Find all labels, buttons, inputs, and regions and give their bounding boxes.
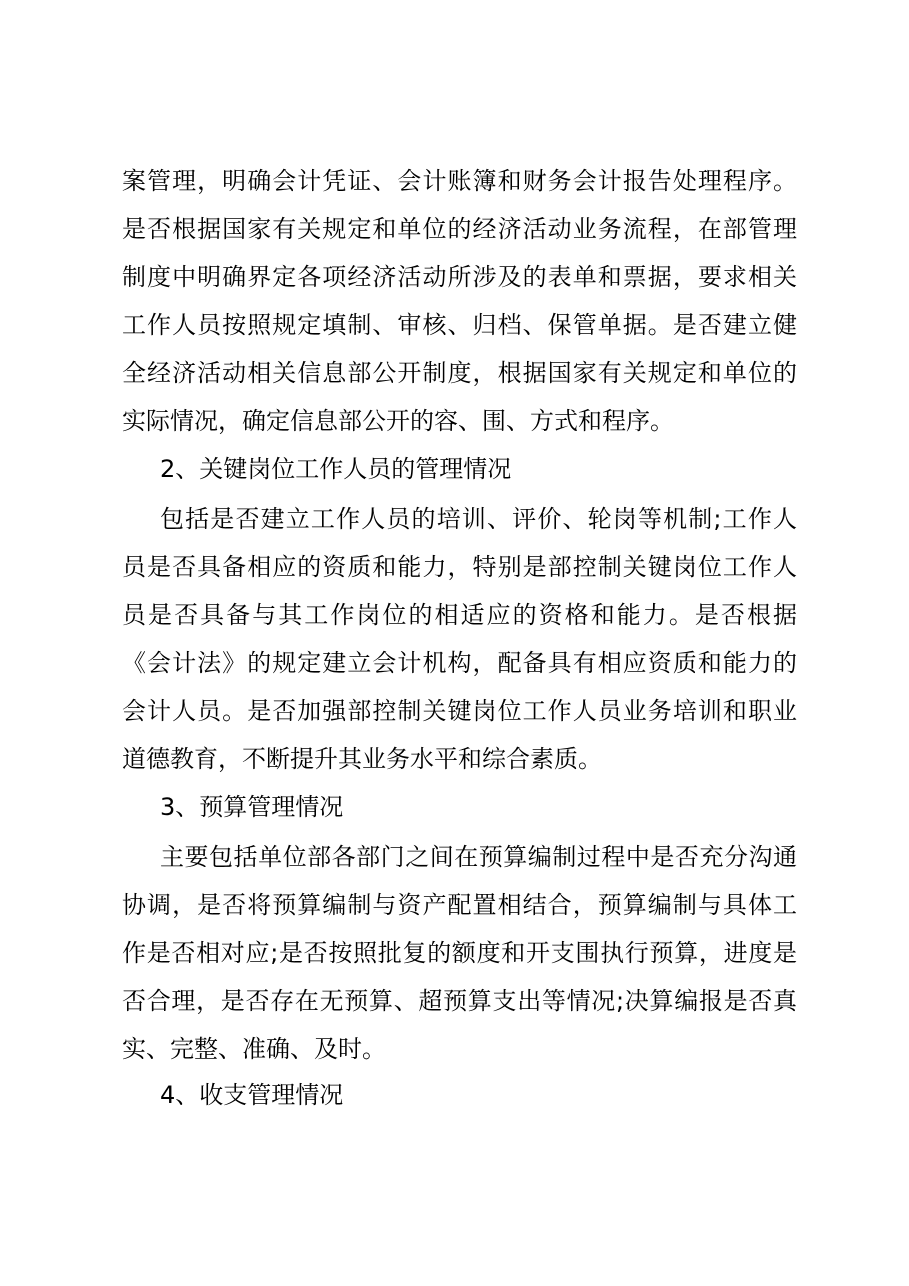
paragraph-line: 员是否具备相应的资质和能力，特别是部控制关键岗位工作人 [122,553,797,581]
section-heading-3: 3、预算管理情况 [160,793,344,821]
paragraph-line: 包括是否建立工作人员的培训、评价、轮岗等机制;工作人 [160,505,797,533]
paragraph-line: 制度中明确界定各项经济活动所涉及的表单和票据，要求相关 [122,263,797,291]
paragraph-line: 是否根据国家有关规定和单位的经济活动业务流程，在部管理 [122,215,797,243]
paragraph-line: 否合理，是否存在无预算、超预算支出等情况;决算编报是否真 [122,987,797,1015]
paragraph-line: 主要包括单位部各部门之间在预算编制过程中是否充分沟通 [160,843,797,871]
paragraph-line: 协调，是否将预算编制与资产配置相结合，预算编制与具体工 [122,891,797,919]
paragraph-line: 案管理，明确会计凭证、会计账簿和财务会计报告处理程序。 [122,167,797,195]
paragraph-line: 实、完整、准确、及时。 [122,1035,386,1063]
paragraph-line: 工作人员按照规定填制、审核、归档、保管单据。是否建立健 [122,311,797,339]
paragraph-line: 道德教育，不断提升其业务水平和综合素质。 [122,745,602,773]
paragraph-line: 全经济活动相关信息部公开制度，根据国家有关规定和单位的 [122,359,797,387]
paragraph-line: 《会计法》的规定建立会计机构，配备具有相应资质和能力的 [122,649,797,677]
paragraph-line: 实际情况，确定信息部公开的容、围、方式和程序。 [122,407,674,435]
section-heading-2: 2、关键岗位工作人员的管理情况 [160,455,512,483]
paragraph-line: 员是否具备与其工作岗位的相适应的资格和能力。是否根据 [122,601,797,629]
paragraph-line: 作是否相对应;是否按照批复的额度和开支围执行预算，进度是 [122,939,797,967]
section-heading-4: 4、收支管理情况 [160,1081,344,1109]
paragraph-line: 会计人员。是否加强部控制关键岗位工作人员业务培训和职业 [122,697,797,725]
